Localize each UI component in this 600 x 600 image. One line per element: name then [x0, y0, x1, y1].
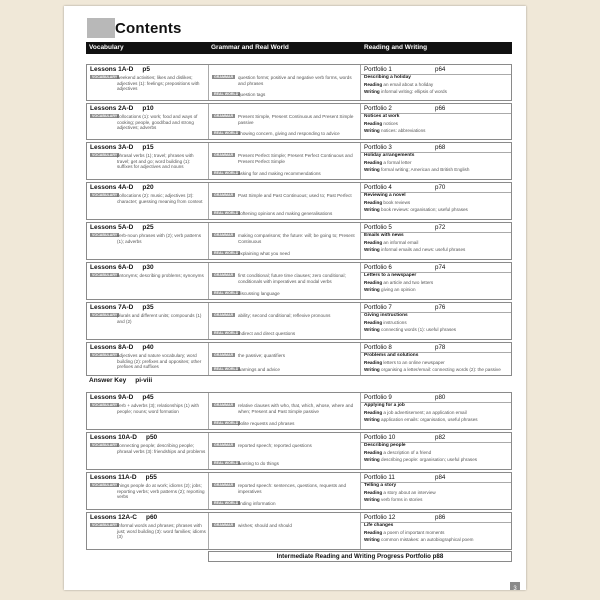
vocabulary-text: antonyms; describing problems; synonyms — [117, 273, 204, 278]
real-world-text: question tags — [238, 92, 266, 97]
lesson-heading — [90, 184, 154, 191]
portfolio-title: Portfolio 5 — [364, 224, 392, 231]
grammar-tag: GRAMMAR — [214, 483, 234, 487]
portfolio-page: p64 — [435, 66, 446, 73]
column-divider — [208, 393, 209, 429]
portfolio-header — [361, 263, 511, 273]
portfolio-line-text: giving an opinion — [381, 286, 416, 292]
lesson-page: p35 — [142, 304, 154, 311]
portfolio-line — [364, 240, 418, 245]
portfolio-header — [361, 223, 511, 233]
portfolio-title: Portfolio 7 — [364, 304, 392, 311]
portfolio-topic: Letters to a newspaper — [364, 273, 417, 278]
column-divider — [208, 473, 209, 509]
lesson-title: Lessons 9A-D — [90, 394, 134, 401]
grammar-tag: GRAMMAR — [214, 233, 234, 237]
portfolio-line — [364, 327, 456, 332]
portfolio-line-label: Writing — [364, 246, 380, 252]
vocabulary-text: weekend activities; likes and dislikes; adjectives (1): feelings; prepositions with adjectives — [117, 75, 200, 91]
lesson-row — [86, 342, 512, 376]
portfolio-header — [361, 473, 511, 483]
portfolio-header — [361, 433, 511, 443]
lesson-title: Lessons 8A-D — [90, 344, 134, 351]
grammar-text: ability; second conditional; reflexive pronouns — [238, 313, 331, 318]
portfolio-line-label: Writing — [364, 206, 380, 212]
portfolio-line-label: Reading — [364, 200, 383, 205]
portfolio-line-label: Reading — [364, 490, 383, 495]
portfolio-line — [364, 167, 469, 172]
lesson-page: p5 — [142, 66, 150, 73]
portfolio-line-text: verb forms in stories — [381, 496, 423, 502]
lesson-row — [86, 512, 512, 550]
grammar-tag: GRAMMAR — [214, 75, 234, 79]
real-world-tag: REAL WORLD — [214, 131, 239, 135]
document-page — [64, 6, 526, 590]
lesson-heading — [90, 224, 154, 231]
vocabulary-tag: VOCABULARY — [92, 233, 118, 237]
grammar-text: relative clauses with who, that, which, whose, where and when; Present and Past Simple passive — [238, 403, 354, 414]
grammar-text: question forms; positive and negative verb forms, words and phrases — [238, 75, 352, 86]
portfolio-line — [364, 530, 444, 535]
portfolio-page: p86 — [435, 514, 446, 521]
portfolio-line-label: Reading — [364, 320, 383, 325]
real-world-tag: REAL WORLD — [214, 211, 239, 215]
vocabulary-text: informal words and phrases; phrases with just; word building (3): word families; idioms (3) — [117, 523, 206, 539]
portfolio-title: Portfolio 10 — [364, 434, 396, 441]
lesson-heading — [90, 344, 154, 351]
vocabulary-tag: VOCABULARY — [92, 153, 118, 157]
real-world-tag: REAL WORLD — [214, 421, 239, 425]
portfolio-page: p66 — [435, 105, 446, 112]
lesson-row — [86, 262, 512, 300]
portfolio-line — [364, 89, 447, 94]
lesson-title: Lessons 3A-D — [90, 144, 134, 151]
portfolio-page: p68 — [435, 144, 446, 151]
portfolio-line-label: Writing — [364, 536, 380, 542]
portfolio-topic: Emails with news — [364, 233, 404, 238]
lesson-title: Lessons 6A-D — [90, 264, 134, 271]
portfolio-title: Portfolio 2 — [364, 105, 392, 112]
grammar-tag: GRAMMAR — [214, 114, 234, 118]
portfolio-topic: Life changes — [364, 523, 394, 528]
portfolio-header — [361, 104, 511, 114]
portfolio-topic: Notices at work — [364, 114, 400, 119]
lesson-heading — [90, 304, 154, 311]
portfolio-header — [361, 513, 511, 523]
portfolio-line — [364, 247, 465, 252]
grammar-text: reported speech: sentences, questions, requests and imperatives — [238, 483, 347, 494]
portfolio-line — [364, 200, 410, 205]
lesson-page: p25 — [142, 224, 154, 231]
lesson-heading — [90, 514, 157, 521]
vocabulary-text: collocations (1): work; food and ways of cooking; people, good/bad and strong adjectives; adverbs — [117, 114, 198, 130]
vocabulary-tag: VOCABULARY — [92, 75, 118, 79]
lesson-row — [86, 432, 512, 470]
vocabulary-tag: VOCABULARY — [92, 313, 118, 317]
portfolio-header — [361, 143, 511, 153]
vocabulary-text: verb-noun phrases with (2); verb patterns (1); adverbs — [117, 233, 202, 244]
lesson-row — [86, 142, 512, 180]
portfolio-line-text: notices: abbreviations — [381, 127, 426, 133]
portfolio-line-label: Reading — [364, 160, 383, 165]
portfolio-line — [364, 450, 431, 455]
portfolio-line-label: Reading — [364, 360, 383, 365]
portfolio-line — [364, 207, 468, 212]
portfolio-line-text: book reviews: organisation; useful phrases — [381, 206, 468, 212]
portfolio-page: p74 — [435, 264, 446, 271]
lesson-heading — [90, 474, 157, 481]
portfolio-line-label: Writing — [364, 456, 380, 462]
lesson-row — [86, 392, 512, 430]
portfolio-line-text: notices — [383, 121, 398, 126]
portfolio-line — [364, 537, 473, 542]
portfolio-line-text: an email about a holiday — [383, 82, 434, 87]
lesson-heading — [90, 434, 157, 441]
grammar-text: the passive; quantifiers — [238, 353, 285, 358]
real-world-text: asking for and making recommendations — [238, 171, 321, 176]
real-world-text: explaining what you need — [238, 251, 290, 256]
lesson-heading — [90, 264, 154, 271]
portfolio-line-label: Writing — [364, 496, 380, 502]
lesson-heading — [90, 144, 154, 151]
lesson-title: Lessons 11A-D — [90, 474, 137, 481]
portfolio-line-label: Reading — [364, 450, 383, 455]
portfolio-line-label: Reading — [364, 410, 383, 415]
portfolio-line-label: Reading — [364, 240, 383, 245]
lesson-title: Lessons 4A-D — [90, 184, 134, 191]
portfolio-page: p78 — [435, 344, 446, 351]
column-reading-writing: Reading and Writing — [364, 44, 428, 51]
column-divider — [208, 104, 209, 139]
portfolio-title: Portfolio 6 — [364, 264, 392, 271]
vocabulary-text: connecting people; describing people; phrasal verbs (3): friendships and problems — [117, 443, 206, 454]
progress-portfolio-bar: Intermediate Reading and Writing Progress Portfolio p88 — [208, 551, 512, 562]
portfolio-line — [364, 417, 478, 422]
real-world-text: finding information — [238, 501, 276, 506]
portfolio-line-label: Reading — [364, 530, 383, 535]
page-number: 3 — [510, 582, 520, 590]
portfolio-line-label: Writing — [364, 88, 380, 94]
portfolio-topic: Giving instructions — [364, 313, 408, 318]
portfolio-line-text: instructions — [383, 320, 407, 325]
vocabulary-tag: VOCABULARY — [92, 353, 118, 357]
portfolio-line-label: Reading — [364, 121, 383, 126]
portfolio-line-text: book reviews — [383, 200, 411, 205]
column-divider — [208, 433, 209, 469]
portfolio-header — [361, 65, 511, 75]
column-header-bar — [86, 42, 512, 54]
real-world-tag: REAL WORLD — [214, 92, 239, 96]
lesson-heading — [90, 394, 154, 401]
grammar-text: Present Perfect Simple; Present Perfect Continuous and Present Perfect Simple — [238, 153, 353, 164]
portfolio-line — [364, 360, 445, 365]
portfolio-topic: Holiday arrangements — [364, 153, 415, 158]
portfolio-line-label: Reading — [364, 82, 383, 87]
lesson-page: p10 — [142, 105, 154, 112]
grammar-text: wishes; should and should — [238, 523, 292, 528]
lesson-page: p50 — [145, 434, 158, 441]
column-divider — [208, 303, 209, 339]
grammar-text: reported speech; reported questions — [238, 443, 312, 448]
portfolio-line — [364, 121, 398, 126]
portfolio-line-label: Reading — [364, 280, 383, 285]
real-world-text: softening opinions and making generalisations — [238, 211, 333, 216]
grammar-text: first conditional; future time clauses; zero conditional; conditionals with imperatives and modal verbs — [238, 273, 346, 284]
real-world-text: indirect and direct questions — [238, 331, 296, 336]
portfolio-line-text: a poem of important moments — [383, 530, 445, 535]
portfolio-line-text: a formal letter — [383, 160, 412, 165]
portfolio-page: p84 — [435, 474, 446, 481]
lesson-page: p55 — [145, 474, 157, 481]
lesson-title: Lessons 12A-C — [90, 514, 137, 521]
lesson-row — [86, 302, 512, 340]
portfolio-line — [364, 280, 433, 285]
portfolio-title: Portfolio 4 — [364, 184, 392, 191]
portfolio-line — [364, 367, 501, 372]
lesson-heading — [90, 105, 154, 112]
portfolio-line — [364, 490, 436, 495]
real-world-tag: REAL WORLD — [214, 461, 239, 465]
answer-key — [89, 377, 152, 384]
lesson-row — [86, 182, 512, 220]
real-world-text: discussing language — [238, 291, 280, 296]
portfolio-line — [364, 287, 416, 292]
portfolio-line — [364, 320, 407, 325]
lesson-heading — [90, 66, 150, 73]
lesson-row — [86, 222, 512, 260]
portfolio-line-text: a story about an interview — [383, 490, 436, 495]
vocabulary-text: plurals and different units; compounds (1) and (2) — [117, 313, 202, 324]
portfolio-line-text: letters to an online newspaper — [383, 360, 445, 365]
vocabulary-text: things people do at work; idioms (2); jobs; reporting verbs; verb patterns (2); reporting verbs — [117, 483, 205, 499]
portfolio-line — [364, 457, 477, 462]
grammar-tag: GRAMMAR — [214, 403, 234, 407]
lesson-page: p60 — [145, 514, 158, 521]
vocabulary-tag: VOCABULARY — [92, 273, 118, 277]
portfolio-header — [361, 393, 511, 403]
portfolio-title: Portfolio 1 — [364, 66, 392, 73]
portfolio-line — [364, 410, 467, 415]
grammar-tag: GRAMMAR — [214, 153, 234, 157]
portfolio-line-text: informal emails and news: useful phrases — [381, 246, 466, 252]
grammar-tag: GRAMMAR — [214, 193, 234, 197]
answer-key-pages: pi-viii — [135, 377, 153, 384]
portfolio-line — [364, 128, 425, 133]
portfolio-line-label: Writing — [364, 366, 380, 372]
lesson-title: Lessons 7A-D — [90, 304, 134, 311]
portfolio-header — [361, 183, 511, 193]
lesson-title: Lessons 5A-D — [90, 224, 134, 231]
portfolio-title: Portfolio 3 — [364, 144, 392, 151]
page-title: Contents — [115, 20, 182, 37]
grammar-tag: GRAMMAR — [214, 353, 234, 357]
grammar-text: Past Simple and Past Continuous; used to; Past Perfect — [238, 193, 352, 198]
vocabulary-text: phrasal verbs (1); travel; phrases with travel; get and go; word building (1): suffixes for adjectives and nouns — [117, 153, 194, 169]
portfolio-line — [364, 160, 412, 165]
grammar-tag: GRAMMAR — [214, 523, 234, 527]
lesson-title: Lessons 1A-D — [90, 66, 134, 73]
vocabulary-tag: VOCABULARY — [92, 483, 118, 487]
real-world-tag: REAL WORLD — [214, 291, 239, 295]
portfolio-line-label: Writing — [364, 416, 380, 422]
real-world-tag: REAL WORLD — [214, 367, 239, 371]
lesson-page: p20 — [142, 184, 154, 191]
title-block-decoration — [87, 18, 115, 38]
vocabulary-text: verb + adverbs (3); relationships (1) with people; nouns; word formation — [117, 403, 200, 414]
real-world-tag: REAL WORLD — [214, 331, 239, 335]
portfolio-title: Portfolio 9 — [364, 394, 392, 401]
vocabulary-tag: VOCABULARY — [92, 193, 118, 197]
real-world-tag: REAL WORLD — [214, 501, 239, 505]
lesson-page: p40 — [142, 344, 154, 351]
portfolio-title: Portfolio 11 — [364, 474, 395, 481]
portfolio-line-text: an article and two letters — [383, 280, 434, 285]
real-world-text: showing concern, giving and responding to advice — [238, 131, 340, 136]
lesson-page: p45 — [142, 394, 154, 401]
portfolio-line — [364, 82, 433, 87]
vocabulary-tag: VOCABULARY — [92, 523, 118, 527]
real-world-text: wanting to do things — [238, 461, 279, 466]
portfolio-title: Portfolio 12 — [364, 514, 396, 521]
portfolio-topic: Applying for a job — [364, 403, 405, 408]
portfolio-line-text: connecting words (1): useful phrases — [381, 326, 457, 332]
column-divider — [208, 263, 209, 299]
answer-key-label: Answer Key — [89, 377, 127, 384]
column-divider — [208, 143, 209, 179]
portfolio-topic: Reviewing a novel — [364, 193, 406, 198]
column-grammar: Grammar and Real World — [211, 44, 289, 51]
grammar-tag: GRAMMAR — [214, 443, 234, 447]
lesson-page: p15 — [142, 144, 154, 151]
portfolio-page: p76 — [435, 304, 446, 311]
portfolio-page: p80 — [435, 394, 446, 401]
vocabulary-text: adjectives and nature vocabulary; word building (2): prefixes and opposites; other prefixes and suffixes — [117, 353, 202, 369]
portfolio-topic: Describing people — [364, 443, 406, 448]
portfolio-line-text: informal writing: ellipsis of words — [381, 88, 447, 94]
portfolio-line-text: an informal email — [383, 240, 419, 245]
column-divider — [208, 183, 209, 219]
real-world-text: polite requests and phrases — [238, 421, 295, 426]
real-world-tag: REAL WORLD — [214, 171, 239, 175]
lesson-row — [86, 103, 512, 140]
portfolio-header — [361, 343, 511, 353]
portfolio-topic: Problems and solutions — [364, 353, 419, 358]
vocabulary-tag: VOCABULARY — [92, 114, 118, 118]
portfolio-line-text: a job advertisement; an application email — [383, 410, 467, 415]
portfolio-line-label: Writing — [364, 166, 380, 172]
lesson-title: Lessons 2A-D — [90, 105, 134, 112]
portfolio-line-label: Writing — [364, 286, 380, 292]
lesson-page: p30 — [142, 264, 154, 271]
real-world-tag: REAL WORLD — [214, 251, 239, 255]
portfolio-line-label: Writing — [364, 127, 380, 133]
grammar-text: Present Simple, Present Continuous and Present Simple passive — [238, 114, 354, 125]
column-divider — [208, 343, 209, 375]
portfolio-line-text: a description of a friend — [383, 450, 432, 455]
portfolio-page: p70 — [435, 184, 446, 191]
portfolio-line-label: Writing — [364, 326, 380, 332]
portfolio-line-text: describing people: organisation; useful phrases — [381, 456, 478, 462]
vocabulary-tag: VOCABULARY — [92, 443, 118, 447]
portfolio-title: Portfolio 8 — [364, 344, 392, 351]
lesson-title: Lessons 10A-D — [90, 434, 137, 441]
portfolio-page: p82 — [435, 434, 446, 441]
portfolio-line-text: common mistakes: an autobiographical poem — [381, 536, 474, 542]
vocabulary-text: collocations (2): music; adjectives (2): character; guessing meaning from context — [117, 193, 203, 204]
portfolio-line-text: formal writing; American and British English — [381, 166, 470, 172]
portfolio-topic: Describing a holiday — [364, 75, 411, 80]
column-divider — [208, 513, 209, 549]
portfolio-header — [361, 303, 511, 313]
portfolio-line-text: application emails: organisation, useful phrases — [381, 416, 478, 422]
real-world-text: warnings and advice — [238, 367, 280, 372]
portfolio-page: p72 — [435, 224, 446, 231]
grammar-text: making comparisons; the future: will; be going to; Present Continuous — [238, 233, 355, 244]
lesson-row — [86, 64, 512, 101]
column-divider — [208, 223, 209, 259]
lesson-row — [86, 472, 512, 510]
portfolio-line — [364, 497, 422, 502]
portfolio-line-text: organising a letter/email: connecting words (2): the passive — [381, 366, 501, 372]
column-divider — [208, 65, 209, 100]
column-vocabulary: Vocabulary — [89, 44, 124, 51]
grammar-tag: GRAMMAR — [214, 273, 234, 277]
portfolio-topic: Telling a story — [364, 483, 397, 488]
grammar-tag: GRAMMAR — [214, 313, 234, 317]
vocabulary-tag: VOCABULARY — [92, 403, 118, 407]
